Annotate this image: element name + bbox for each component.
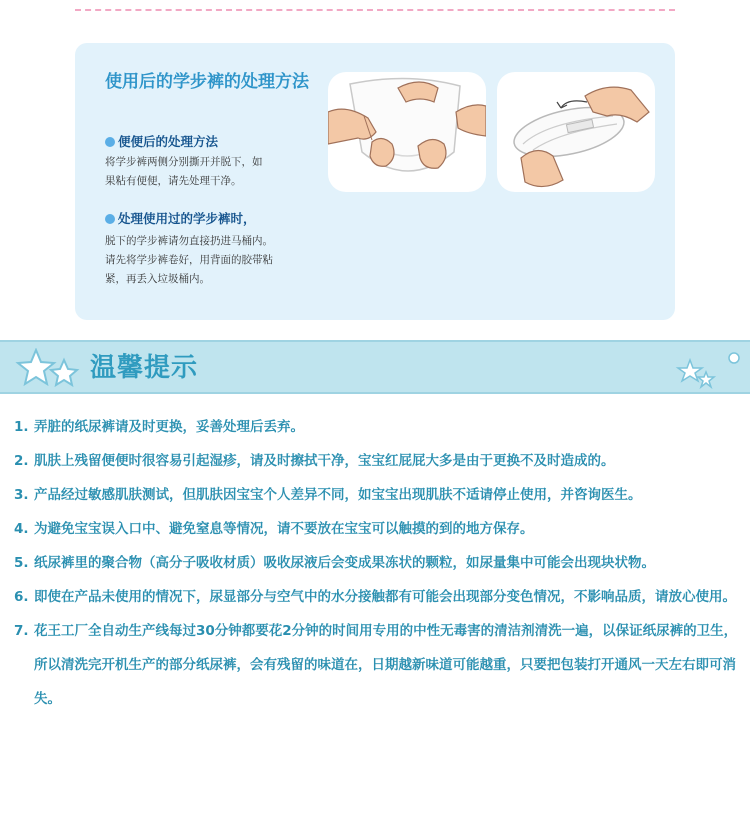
tip-item: 3. 产品经过敏感肌肤测试，但肌肤因宝宝个人差异不同，如宝宝出现肌肤不适请停止使用，并咨询医生。 xyxy=(14,487,642,503)
top-dashed-divider xyxy=(75,9,675,11)
stars-decoration-icon xyxy=(14,348,84,390)
tip-item: 7. 花王工厂全自动生产线每过30分钟都要花2分钟的时间用专用的中性无毒害的清洁剂清洗一遍，以保证纸尿裤的卫生，所以清洗完开机生产的部分纸尿裤，会有残留的味道在，日期越新味道可能越重，只要把包装打开通风一天左右即可消失。 xyxy=(14,623,738,707)
tip-item: 6. 即使在产品未使用的情况下，尿显部分与空气中的水分接触都有可能会出现部分变色情况，不影响品质，请放心使用。 xyxy=(14,589,736,605)
hands-rolling-diaper-illustration xyxy=(497,72,655,192)
banner-title: 温馨提示 xyxy=(90,353,199,383)
tips-list xyxy=(14,410,742,716)
tip-item: 1. 弄脏的纸尿裤请及时更换，妥善处理后丢弃。 xyxy=(14,419,304,435)
tip-item: 4. 为避免宝宝误入口中、避免窒息等情况，请不要放在宝宝可以触摸的到的地方保存。 xyxy=(14,521,534,537)
instructions-title: 使用后的学步裤的处理方法 xyxy=(105,72,309,92)
tip-item: 2. 肌肤上残留便便时很容易引起湿疹，请及时擦拭干净，宝宝红屁屁大多是由于更换不及时造成的。 xyxy=(14,453,615,469)
disposal-instructions-panel xyxy=(75,43,675,320)
tip-item: 5. 纸尿裤里的聚合物（高分子吸收材质）吸收尿液后会变成果冻状的颗粒，如尿量集中可能会出现块状物。 xyxy=(14,555,655,571)
bullet-dot-icon xyxy=(105,214,115,224)
section-text-disposal: 脱下的学步裤请勿直接扔进马桶内。 请先将学步裤卷好，用背面的胶带粘 紧，再丢入垃圾桶内。 xyxy=(105,235,273,285)
bullet-dot-icon xyxy=(105,137,115,147)
section-heading-after-poop: 便便后的处理方法 xyxy=(105,133,218,151)
hands-tearing-diaper-sides-illustration xyxy=(328,72,486,192)
stars-decoration-icon xyxy=(672,350,748,394)
section-heading-disposal: 处理使用过的学步裤时， xyxy=(105,210,256,228)
section-text-after-poop: 将学步裤两侧分别撕开并脱下，如 果粘有便便，请先处理干净。 xyxy=(105,156,263,187)
warm-tips-banner xyxy=(0,340,750,394)
